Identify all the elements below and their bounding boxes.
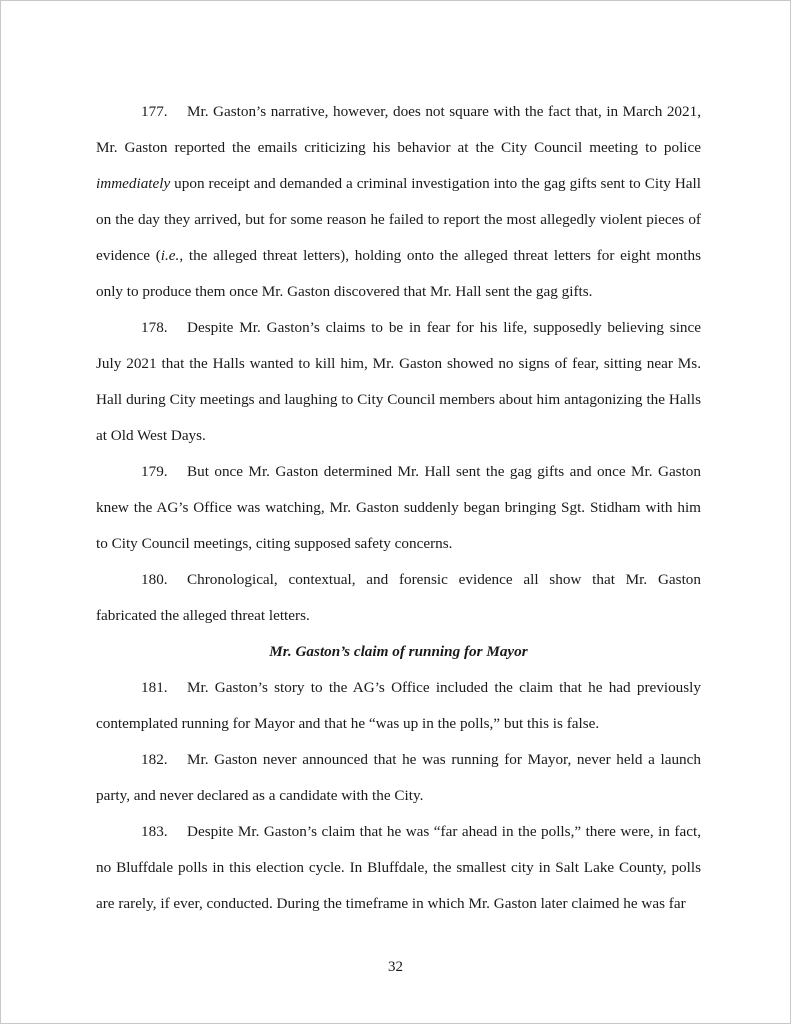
paragraph-177 bbox=[96, 94, 701, 310]
paragraph-number: 177. bbox=[141, 103, 168, 120]
paragraph-text: Chronological, contextual, and forensic evidence all show that Mr. Gaston fabricated the alleged threat letters. bbox=[96, 571, 701, 624]
paragraph-number: 182. bbox=[141, 751, 168, 768]
paragraph-178 bbox=[96, 310, 701, 454]
paragraph-text: upon receipt and demanded a criminal investigation into the gag gifts sent to City Hall on the day they arrived, but for some reason he failed to report the most allegedly violent pieces of evidence ( bbox=[96, 175, 701, 264]
paragraph-number: 180. bbox=[141, 571, 168, 588]
paragraph-180 bbox=[96, 562, 701, 634]
paragraph-182 bbox=[96, 742, 701, 814]
section-heading: Mr. Gaston’s claim of running for Mayor bbox=[269, 643, 528, 660]
paragraph-text: But once Mr. Gaston determined Mr. Hall sent the gag gifts and once Mr. Gaston knew the AG’s Office was watching, Mr. Gaston suddenly began bringing Sgt. Stidham with him to City Council meetings, citing supposed safety concerns. bbox=[96, 463, 701, 552]
emphasis-immediately: immediately bbox=[96, 175, 171, 192]
emphasis-ie: i.e. bbox=[160, 247, 180, 264]
paragraph-181 bbox=[96, 670, 701, 742]
paragraph-number: 183. bbox=[141, 823, 168, 840]
paragraph-183 bbox=[96, 814, 701, 922]
paragraph-text: Despite Mr. Gaston’s claims to be in fear for his life, supposedly believing since July 2021 that the Halls wanted to kill him, Mr. Gaston showed no signs of fear, sitting near Ms. Hall during City meetings and laughing to City Council members about him antagonizing the Halls at Old West Days. bbox=[96, 319, 701, 444]
paragraph-text: Mr. Gaston’s narrative, however, does not square with the fact that, in March 2021, Mr. Gaston reported the emails criticizing his behavior at the City Council meeting to police bbox=[96, 103, 701, 156]
paragraph-number: 181. bbox=[141, 679, 168, 696]
paragraph-number: 178. bbox=[141, 319, 168, 336]
paragraph-text: Despite Mr. Gaston’s claim that he was “far ahead in the polls,” there were, in fact, no Bluffdale polls in this election cycle. In Bluffdale, the smallest city in Salt Lake County, polls are rarely, if ever, conducted. During the timeframe in which Mr. Gaston later claimed he was far bbox=[96, 823, 701, 912]
paragraph-text: Mr. Gaston never announced that he was running for Mayor, never held a launch party, and never declared as a candidate with the City. bbox=[96, 751, 701, 804]
document-body bbox=[96, 94, 701, 922]
paragraph-text: Mr. Gaston’s story to the AG’s Office included the claim that he had previously contemplated running for Mayor and that he “was up in the polls,” but this is false. bbox=[96, 679, 701, 732]
page-number: 32 bbox=[388, 959, 403, 975]
paragraph-179 bbox=[96, 454, 701, 562]
paragraph-number: 179. bbox=[141, 463, 168, 480]
paragraph-text: , the alleged threat letters), holding onto the alleged threat letters for eight months only to produce them once Mr. Gaston discovered that Mr. Hall sent the gag gifts. bbox=[96, 247, 701, 300]
